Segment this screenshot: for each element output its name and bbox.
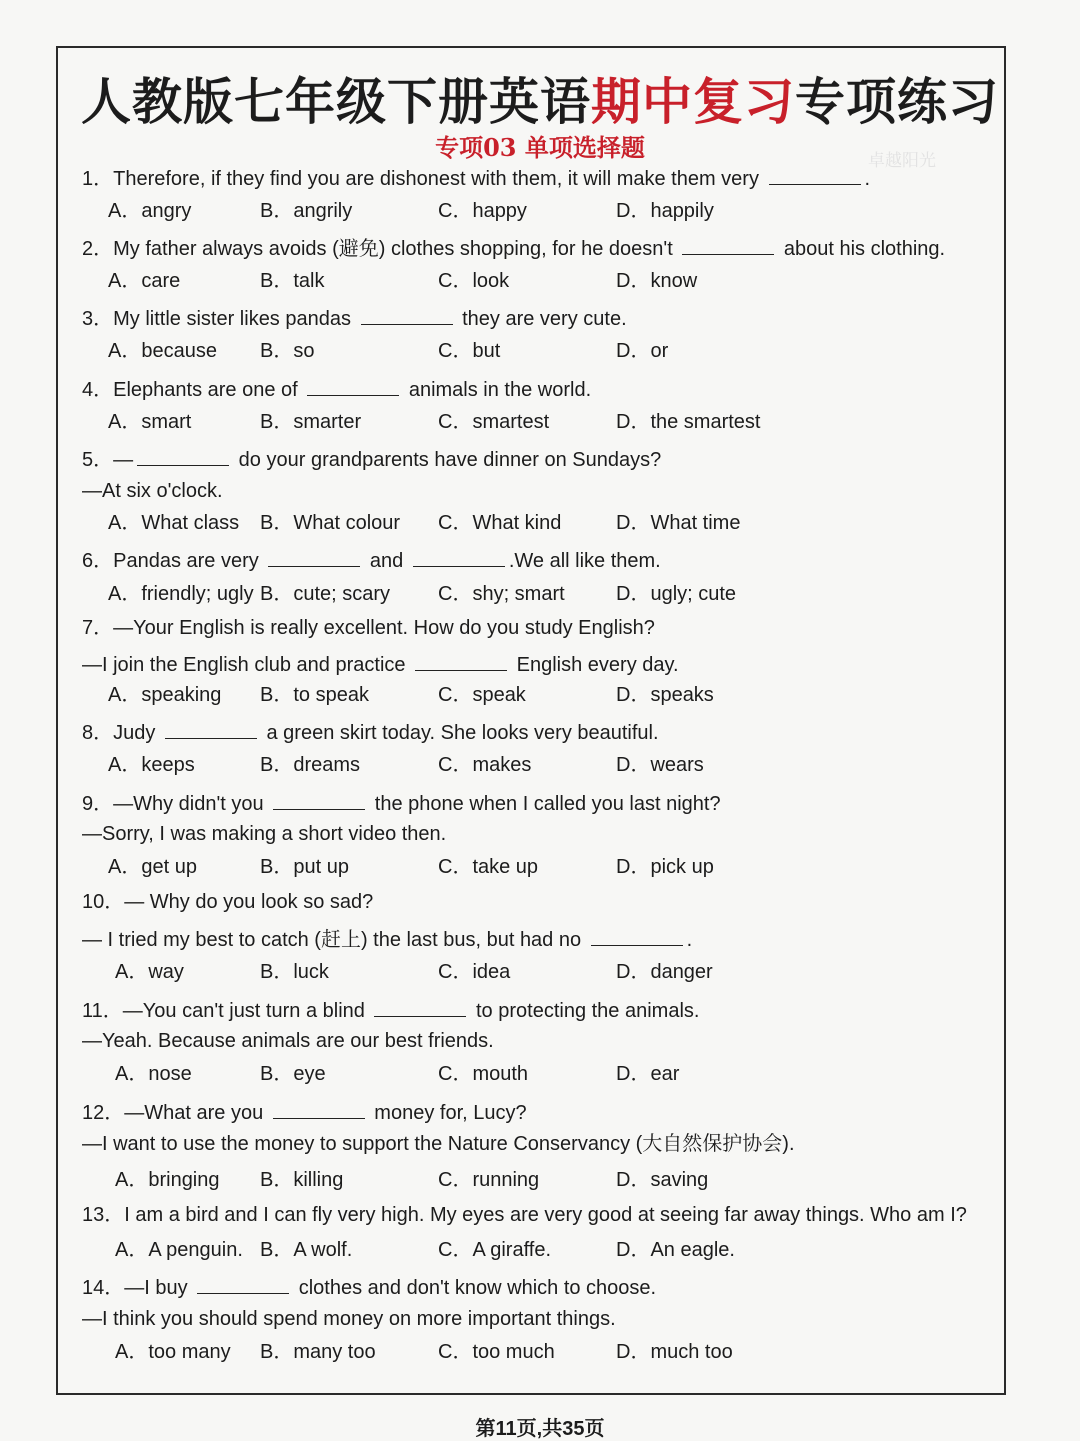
question-8-option-b[interactable]: B．dreams	[260, 754, 361, 776]
question-11-option-d[interactable]: D．ear	[616, 1063, 680, 1085]
question-text: 4．Elephants are one of	[82, 379, 304, 401]
watermark: 卓越阳光	[868, 151, 936, 170]
question-text: 3．My little sister likes pandas	[82, 308, 357, 330]
answer-blank	[273, 1098, 365, 1119]
question-11-option-a[interactable]: A．nose	[115, 1063, 192, 1085]
question-text: .We all like them.	[508, 550, 661, 572]
question-6-option-b[interactable]: B．cute; scary	[260, 583, 391, 605]
question-8-line	[82, 718, 659, 745]
question-4-option-c[interactable]: C．smartest	[438, 411, 550, 433]
question-14-line	[82, 1307, 616, 1331]
question-text: 2．My father always avoids (避免) clothes shopping, for he doesn't	[82, 238, 679, 260]
question-6-option-c[interactable]: C．shy; smart	[438, 583, 565, 605]
answer-blank	[374, 996, 466, 1017]
question-1-option-a[interactable]: A．angry	[108, 200, 192, 222]
question-text: —I join the English club and practice	[82, 654, 412, 676]
question-text: 1．Therefore, if they find you are dishonest with them, it will make them very	[82, 168, 765, 190]
question-10-option-c[interactable]: C．idea	[438, 961, 511, 983]
question-10-line	[82, 890, 373, 914]
question-1-line	[82, 164, 870, 191]
question-13-line	[82, 1203, 967, 1227]
question-text: —Sorry, I was making a short video then.	[82, 823, 447, 845]
question-13-option-c[interactable]: C．A giraffe.	[438, 1239, 552, 1261]
question-10-option-b[interactable]: B．luck	[260, 961, 329, 983]
question-12-line	[82, 1098, 527, 1125]
question-text: 14．—I buy	[82, 1277, 194, 1299]
question-2-option-b[interactable]: B．talk	[260, 270, 325, 292]
question-7-line	[82, 616, 655, 640]
section-subtitle: 专项03 单项选择题	[435, 133, 645, 162]
question-10-option-d[interactable]: D．danger	[616, 961, 713, 983]
question-4-option-d[interactable]: D．the smartest	[616, 411, 761, 433]
question-13-option-b[interactable]: B．A wolf.	[260, 1239, 353, 1261]
title-part-2-highlight: 期中复习	[591, 72, 795, 131]
question-text: 13．I am a bird and I can fly very high. My eyes are very good at seeing far away things. Who am I?	[82, 1204, 967, 1226]
question-text: 12．—What are you	[82, 1102, 269, 1124]
question-text: .	[864, 168, 871, 190]
question-8-option-c[interactable]: C．makes	[438, 754, 532, 776]
answer-blank	[307, 375, 399, 396]
page-footer: 第11页,共35页	[475, 1418, 605, 1440]
question-text: —I think you should spend money on more important things.	[82, 1308, 616, 1330]
question-3-option-a[interactable]: A．because	[108, 340, 217, 362]
question-7-option-c[interactable]: C．speak	[438, 684, 526, 706]
question-6-option-d[interactable]: D．ugly; cute	[616, 583, 737, 605]
question-14-option-a[interactable]: A．too many	[115, 1341, 231, 1363]
question-6-line	[82, 546, 661, 573]
question-text: 10．— Why do you look so sad?	[82, 891, 374, 913]
question-14-option-b[interactable]: B．many too	[260, 1341, 376, 1363]
question-text: 9．—Why didn't you	[82, 793, 270, 815]
question-7-line	[82, 650, 679, 677]
question-text: animals in the world.	[403, 379, 592, 401]
question-2-line	[82, 234, 945, 261]
answer-blank	[591, 925, 683, 946]
question-text: .	[686, 929, 693, 951]
question-12-option-d[interactable]: D．saving	[616, 1169, 709, 1191]
question-11-option-b[interactable]: B．eye	[260, 1063, 326, 1085]
question-text: 5．—	[82, 449, 134, 471]
answer-blank	[197, 1273, 289, 1294]
question-9-option-c[interactable]: C．take up	[438, 856, 539, 878]
question-2-option-d[interactable]: D．know	[616, 270, 698, 292]
question-14-line	[82, 1273, 656, 1300]
question-5-option-b[interactable]: B．What colour	[260, 512, 401, 534]
question-1-option-c[interactable]: C．happy	[438, 200, 527, 222]
answer-blank	[415, 650, 507, 671]
question-11-line	[82, 996, 699, 1023]
question-text: English every day.	[511, 654, 679, 676]
question-1-option-d[interactable]: D．happily	[616, 200, 714, 222]
question-text: 11．—You can't just turn a blind	[82, 1000, 371, 1022]
answer-blank	[273, 789, 365, 810]
question-7-option-d[interactable]: D．speaks	[616, 684, 714, 706]
question-9-option-a[interactable]: A．get up	[108, 856, 197, 878]
question-8-option-a[interactable]: A．keeps	[108, 754, 195, 776]
question-13-option-a[interactable]: A．A penguin.	[115, 1239, 243, 1261]
question-5-option-a[interactable]: A．What class	[108, 512, 240, 534]
question-5-line	[82, 479, 223, 503]
question-text: 7．—Your English is really excellent. How do you study English?	[82, 617, 655, 639]
question-text: a green skirt today. She looks very beautiful.	[260, 722, 659, 744]
question-8-option-d[interactable]: D．wears	[616, 754, 704, 776]
question-12-option-a[interactable]: A．bringing	[115, 1169, 220, 1191]
question-9-option-b[interactable]: B．put up	[260, 856, 349, 878]
question-text: —At six o'clock.	[82, 480, 223, 502]
question-5-line	[82, 445, 661, 472]
question-13-option-d[interactable]: D．An eagle.	[616, 1239, 735, 1261]
answer-blank	[165, 718, 257, 739]
title-part-3: 专项练习	[795, 72, 999, 131]
question-7-option-b[interactable]: B．to speak	[260, 684, 369, 706]
question-11-line	[82, 1029, 494, 1053]
answer-blank	[137, 445, 229, 466]
question-text: about his clothing.	[778, 238, 946, 260]
question-10-option-a[interactable]: A．way	[115, 961, 184, 983]
question-11-option-c[interactable]: C．mouth	[438, 1063, 529, 1085]
question-12-line	[82, 1132, 795, 1156]
question-12-option-c[interactable]: C．running	[438, 1169, 540, 1191]
question-3-option-c[interactable]: C．but	[438, 340, 501, 362]
question-text: 6．Pandas are very	[82, 550, 265, 572]
question-text: they are very cute.	[456, 308, 627, 330]
question-1-option-b[interactable]: B．angrily	[260, 200, 353, 222]
question-9-option-d[interactable]: D．pick up	[616, 856, 714, 878]
question-4-option-a[interactable]: A．smart	[108, 411, 192, 433]
question-9-line	[82, 789, 721, 816]
question-2-option-c[interactable]: C．look	[438, 270, 510, 292]
question-10-line	[82, 925, 692, 952]
question-text: do your grandparents have dinner on Sundays?	[233, 449, 662, 471]
question-text: —Yeah. Because animals are our best friends.	[82, 1030, 494, 1052]
question-5-option-c[interactable]: C．What kind	[438, 512, 562, 534]
question-text: money for, Lucy?	[368, 1102, 527, 1124]
question-14-option-c[interactable]: C．too much	[438, 1341, 555, 1363]
answer-blank	[682, 234, 774, 255]
title-part-1: 人教版七年级下册英语	[81, 72, 591, 131]
question-5-option-d[interactable]: D．What time	[616, 512, 741, 534]
question-text: 8．Judy	[82, 722, 161, 744]
question-9-line	[82, 822, 446, 846]
answer-blank	[413, 546, 505, 567]
question-4-option-b[interactable]: B．smarter	[260, 411, 362, 433]
question-text: the phone when I called you last night?	[369, 793, 721, 815]
question-3-option-b[interactable]: B．so	[260, 340, 315, 362]
page-title	[0, 62, 1080, 134]
question-12-option-b[interactable]: B．killing	[260, 1169, 344, 1191]
question-3-line	[82, 304, 627, 331]
question-text: — I tried my best to catch (赶上) the last bus, but had no	[82, 929, 587, 951]
question-7-option-a[interactable]: A．speaking	[108, 684, 222, 706]
question-2-option-a[interactable]: A．care	[108, 270, 181, 292]
question-text: clothes and don't know which to choose.	[293, 1277, 657, 1299]
question-text: —I want to use the money to support the Nature Conservancy (大自然保护协会).	[82, 1133, 795, 1155]
question-6-option-a[interactable]: A．friendly; ugly	[108, 583, 254, 605]
question-14-option-d[interactable]: D．much too	[616, 1341, 733, 1363]
answer-blank	[268, 546, 360, 567]
question-4-line	[82, 375, 591, 402]
question-3-option-d[interactable]: D．or	[616, 340, 669, 362]
question-text: to protecting the animals.	[470, 1000, 700, 1022]
answer-blank	[769, 164, 861, 185]
answer-blank	[361, 304, 453, 325]
question-text: and	[364, 550, 409, 572]
